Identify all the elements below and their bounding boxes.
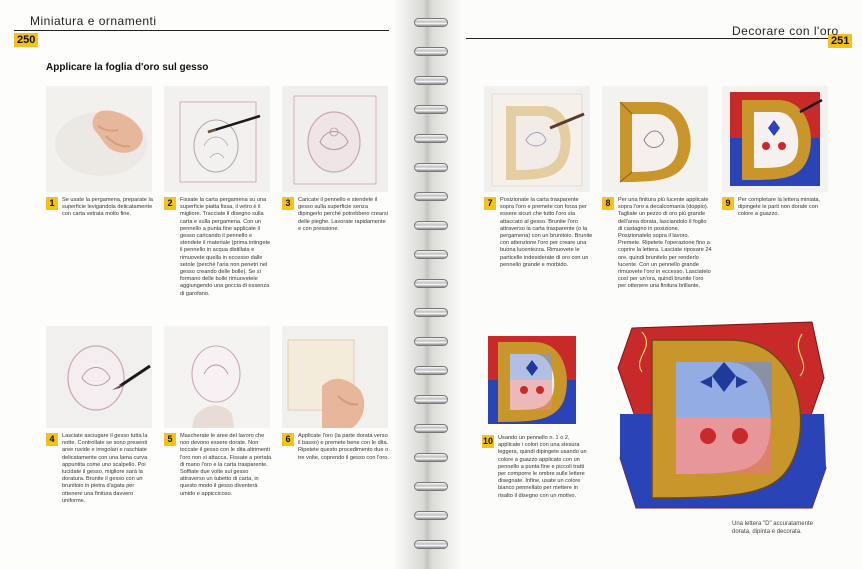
ring	[414, 511, 448, 520]
step-5-photo	[164, 326, 270, 428]
step-10-number: 10	[482, 436, 493, 446]
header-rule-left	[14, 30, 389, 31]
header-rule-right	[466, 38, 828, 39]
ring	[414, 76, 448, 85]
ring	[414, 540, 448, 549]
step-8-number: 8	[602, 197, 614, 210]
ring	[414, 424, 448, 433]
page-number-right: 251	[828, 34, 852, 48]
ring	[414, 18, 448, 27]
step-2-number: 2	[164, 197, 176, 210]
step-4-text: Lasciate asciugare il gesso tutta la notte. Controllate se sono presenti aree ruvide e irregolari e raschiate delicatamente con una lama curva appuntita come uno scalpello. Poi lucidate il gesso, migliore sarà la doratura. Brunite il gesso con un brunitoio in pietra d'agata per ottenere una finitura davvero uniforme.	[62, 433, 148, 504]
step-1-text: Se usate la pergamena, preparate la superficie levigandola delicatamente con carta vetrata molto fine.	[62, 197, 153, 218]
step-7-photo	[484, 86, 590, 192]
running-head-right: Decorare con l'oro	[732, 24, 839, 38]
step-3-text: Caricate il pennello e stendete il gesso sulla superficie senza dipingerlo perché potrebbero crearsi delle pieghe. Lavorate rapidamente e con pressione.	[298, 197, 388, 232]
page-number-left: 250	[14, 33, 38, 47]
step-3-photo	[282, 86, 388, 192]
step-8-photo	[602, 86, 708, 192]
step-10-photo	[482, 330, 582, 430]
step-3-number: 3	[282, 197, 294, 210]
step-2-photo	[164, 86, 270, 192]
step-7-text: Posizionate la carta trasparente sopra l'oro e premete con forza per essere sicuri che tutto l'oro sia attaccato al gesso. Brunite l'oro attraverso la carta trasparente (o la pergamena) con un brunitoio. Brunite con attenzione l'oro per creare una buona lucentezza. Rimuovete le particelle indesiderate di oro con un pennello grande e morbido.	[500, 197, 593, 268]
section-title: Applicare la foglia d'oro sul gesso	[46, 62, 209, 73]
step-9-number: 9	[722, 197, 734, 210]
ring	[414, 221, 448, 230]
ring	[414, 134, 448, 143]
step-5-text: Mascherate le aree del lavoro che non devono essere dorate. Non toccate il gesso con le dita altrimenti l'oro non si attacca. Fissate a portata di mano l'oro e la carta trasparente. Soffiate due volte sul gesso attraverso un tubetto di carta, in questo modo il gesso diventerà umido e appiccicoso.	[180, 433, 272, 497]
ring	[414, 250, 448, 259]
ring	[414, 395, 448, 404]
step-9-text: Per completare la lettera miniata, dipingete le parti non dorate con colore a guazzo.	[738, 197, 821, 218]
step-6-number: 6	[282, 433, 294, 446]
step-7-number: 7	[484, 197, 496, 210]
ring	[414, 453, 448, 462]
step-6-photo	[282, 326, 388, 428]
ring	[414, 192, 448, 201]
ring	[414, 163, 448, 172]
running-head-left: Miniatura e ornamenti	[30, 14, 157, 28]
ring	[414, 47, 448, 56]
ring	[414, 482, 448, 491]
ring	[414, 308, 448, 317]
finished-letter-d	[612, 318, 832, 512]
step-9-photo	[722, 86, 828, 192]
step-8-text: Per una finitura più lucente applicate sopra l'oro a decalcomania (doppio). Tagliate un pezzo di oro più grande dell'area dorata, lasciandolo il foglio di castagno in posizione. Posizionatelo sopra il lavoro. Premete. Ripetete l'operazione fino a coprire la lettera. Lasciate riposare 24 ore, quindi brunitelo per renderlo lucente. Con un pennello grande rimuovete l'oro in eccesso. Lasciatelo così per un'ora, quindi brunite l'oro per ottenere una finitura brillante.	[618, 197, 712, 290]
ring	[414, 337, 448, 346]
step-1-number: 1	[46, 197, 58, 210]
step-10-text: Usando un pennello n. 1 o 2, applicate i colori con una stesura leggera, quindi dipingete usando un colore a guazzo applicato con un pennello a punta fine e piccoli tratti per comporre le ombre sulle lettere disegnate. Infine, usate un colore bianco pennellato per mettere in risalto il disegno con un motivo.	[498, 435, 587, 499]
step-2-text: Fissate la carta pergamena su una superficie piatta fissa, il vetro è il migliore. Tracciate il disegno sulla carta e sulla pergamena. Con un pennello a punta fine applicate il gesso caricando il pennello e stendete il materiale (prima intingete il pennello in acqua distillata e rimuovete quella in eccesso dalle setole (perché l'aria non penetri nel gesso creando delle bolle). Se si formano delle bolle rimuovetele aggiungendo una goccia di essenza di garofano.	[180, 197, 271, 297]
ring	[414, 366, 448, 375]
step-6-text: Applicate l'oro (la parte dorata verso il basso) e premete bene con le dita. Ripetete questo procedimento due o tre volte, coprendo il gesso con l'oro.	[298, 433, 389, 461]
ring	[414, 279, 448, 288]
step-4-number: 4	[46, 433, 58, 446]
step-4-photo	[46, 326, 152, 428]
figure-caption: Una lettera "D" accuratamente dorata, dipinta e decorata.	[732, 521, 813, 535]
step-1-photo	[46, 86, 152, 192]
step-5-number: 5	[164, 433, 176, 446]
ring	[414, 105, 448, 114]
